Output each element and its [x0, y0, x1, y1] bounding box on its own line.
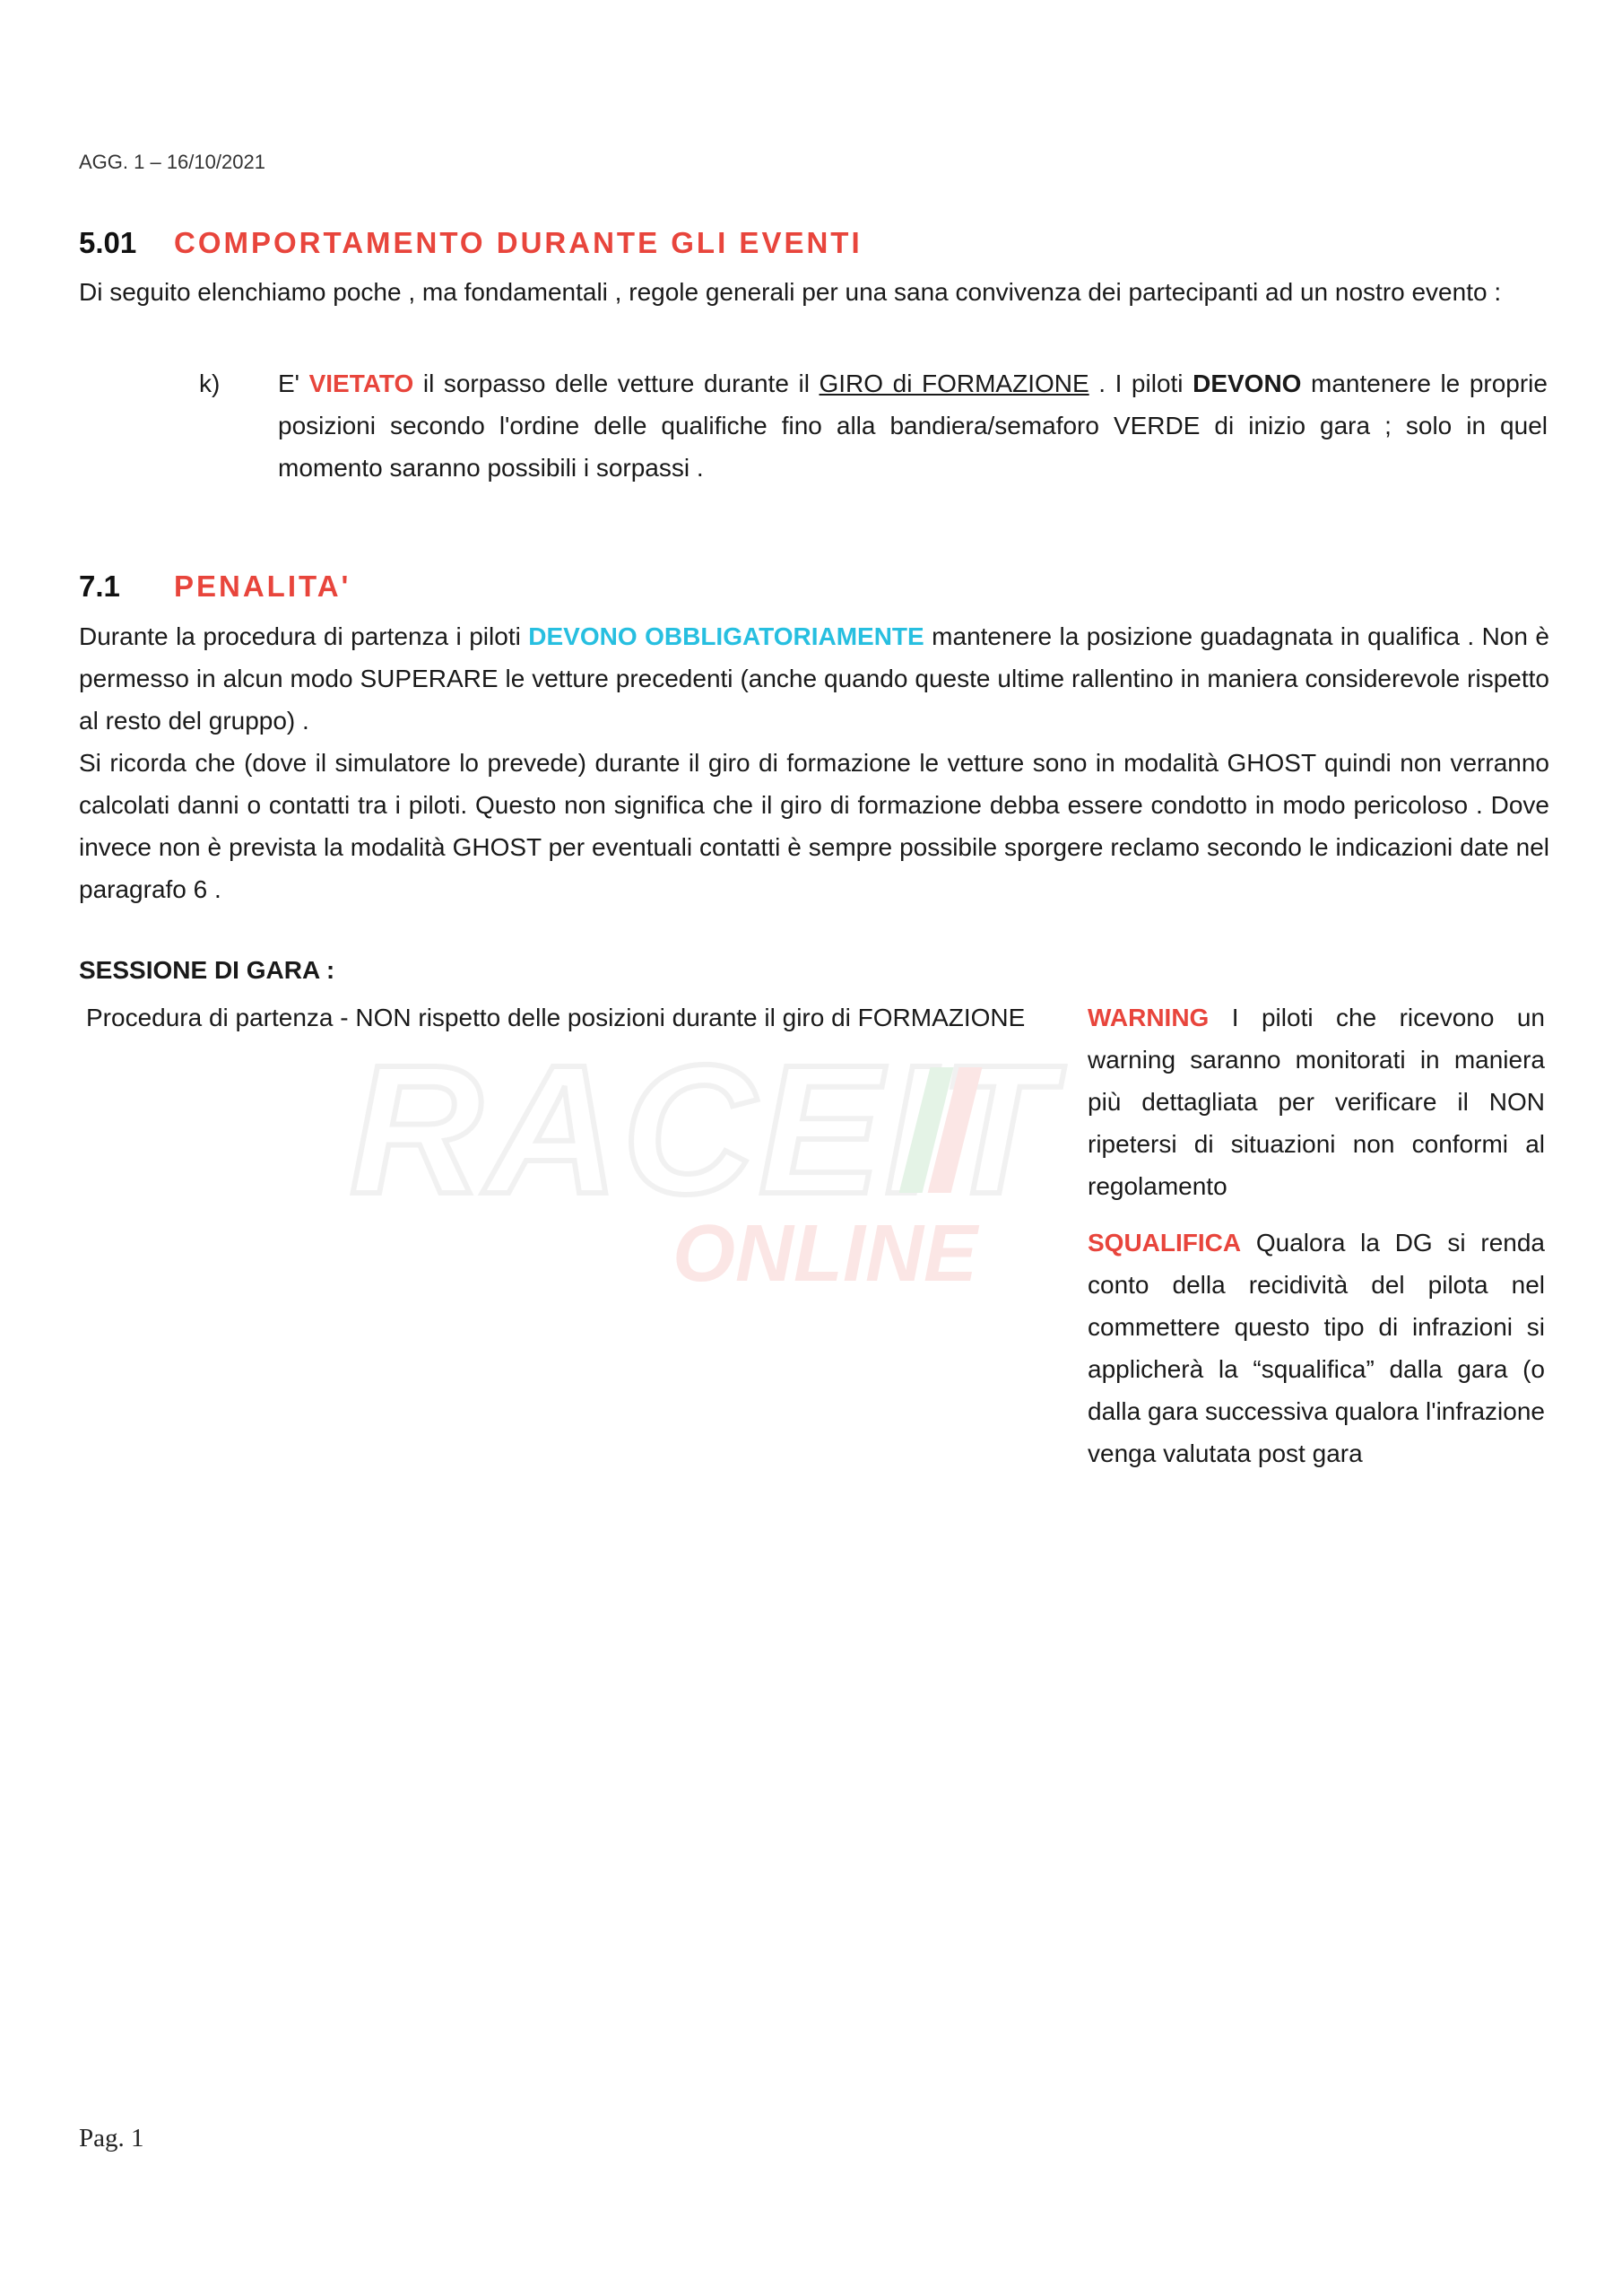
- warning-label: WARNING: [1088, 1004, 1210, 1031]
- squalifica-penalty: [1088, 1222, 1545, 1474]
- rule-text: . I piloti: [1089, 370, 1193, 397]
- raceit-online-watermark-logo: [341, 1040, 1076, 1309]
- rule-text: il sorpasso delle vetture durante il: [413, 370, 820, 397]
- page-number: Pag. 1: [79, 2124, 144, 2152]
- warning-penalty: [1088, 996, 1545, 1207]
- flag-stripe-green: [899, 1067, 954, 1193]
- list-marker: k): [199, 370, 221, 397]
- section-intro: Di seguito elenchiamo poche , ma fondamentali , regole generali per una sana convivenza dei partecipanti ad un nostro evento :: [79, 278, 1502, 306]
- paragraph-text: Durante la procedura di partenza i piloti: [79, 622, 529, 650]
- vietato-emphasis: VIETATO: [308, 370, 414, 397]
- section-71-heading: [79, 570, 351, 604]
- section-number: 5.01: [79, 226, 137, 259]
- rule-text: E': [278, 370, 309, 397]
- section-title: PENALITA': [174, 570, 351, 603]
- section-title: COMPORTAMENTO DURANTE GLI EVENTI: [174, 226, 863, 259]
- penalty-paragraph-2: Si ricorda che (dove il simulatore lo prevede) durante il giro di formazione le vetture sono in modalità GHOST quindi non verranno calcolati danni o contatti tra i piloti. Questo non significa che il giro di formazione debba essere condotto in modo pericoloso . Dove invece non è prevista la modalità GHOST per eventuali contatti è sempre possibile sporgere reclamo secondo le indicazioni date nel paragrafo 6 .: [79, 749, 1549, 903]
- watermark-text-raceit: RACEIT: [350, 1040, 1056, 1232]
- section-501-heading: [79, 226, 863, 260]
- squalifica-label: SQUALIFICA: [1088, 1229, 1242, 1257]
- infraction-description: Procedura di partenza - NON rispetto delle posizioni durante il giro di FORMAZIONE: [86, 1004, 1026, 1031]
- penalty-paragraph-1: [79, 615, 1549, 742]
- rule-item-k: [278, 362, 1548, 489]
- revision-date: AGG. 1 – 16/10/2021: [79, 151, 265, 173]
- section-number: 7.1: [79, 570, 120, 603]
- warning-description: I piloti che ricevono un warning saranno monitorati in maniera più dettagliata per verificare il NON ripetersi di situazioni non conformi al regolamento: [1088, 1004, 1545, 1200]
- rule-text: mantenere le proprie posizioni secondo l'ordine delle qualifiche fino alla bandiera/semaforo VERDE di inizio gara ; solo in quel momento saranno possibili i sorpassi .: [278, 370, 1548, 482]
- paragraph-text: mantenere la posizione guadagnata in qualifica . Non è permesso in alcun modo SUPERARE le vetture precedenti (anche quando queste ultime rallentino in maniera considerevole rispetto al resto del gruppo) .: [79, 622, 1549, 735]
- devono-obbligatoriamente-emphasis: DEVONO OBBLIGATORIAMENTE: [528, 622, 924, 650]
- devono-emphasis: DEVONO: [1193, 370, 1302, 397]
- flag-stripe-red: [928, 1067, 983, 1193]
- session-heading: SESSIONE DI GARA :: [79, 956, 335, 984]
- watermark-text-online: ONLINE: [672, 1209, 978, 1299]
- giro-formazione-underlined: GIRO di FORMAZIONE: [819, 370, 1089, 397]
- squalifica-description: Qualora la DG si renda conto della recidività del pilota nel commettere questo tipo di infrazioni si applicherà la “squalifica” dalla gara (o dalla gara successiva qualora l'infrazione venga valutata post gara: [1088, 1229, 1545, 1467]
